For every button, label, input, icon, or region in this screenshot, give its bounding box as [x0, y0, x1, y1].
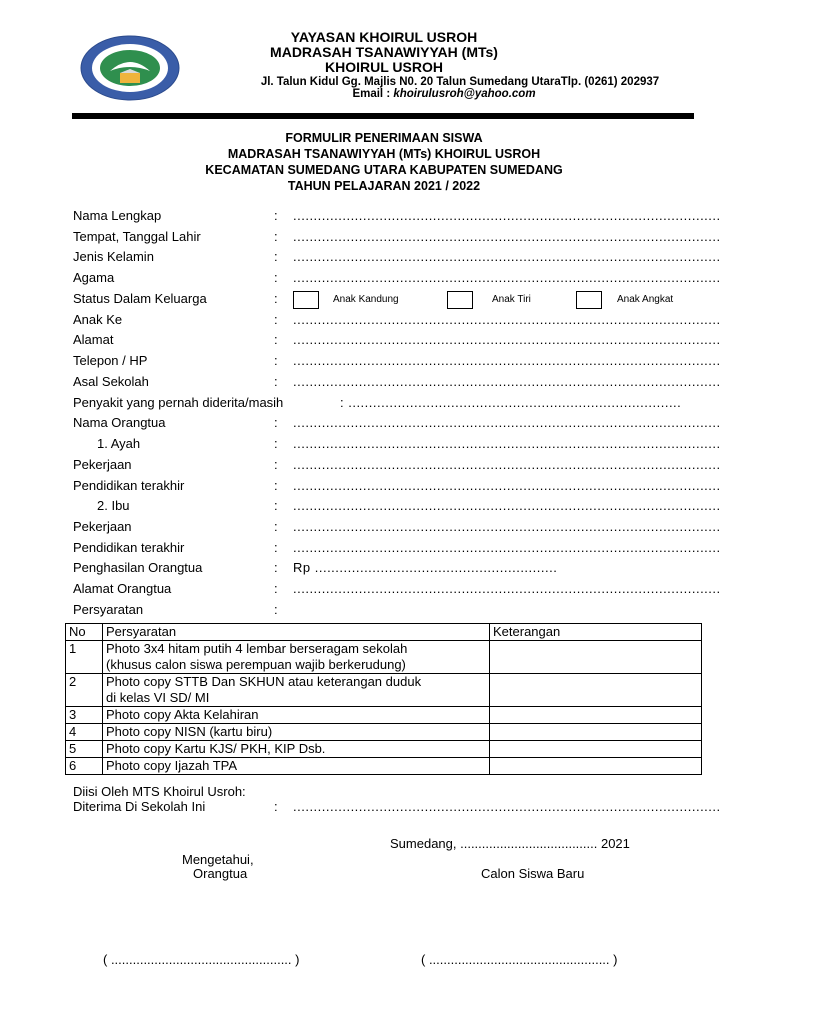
- field-pekerjaan-ayah[interactable]: ........................................................................................................: [293, 457, 721, 472]
- colon: :: [274, 602, 278, 617]
- row-keterangan[interactable]: [490, 641, 702, 674]
- colon: :: [274, 229, 278, 244]
- row-no: 5: [66, 741, 103, 758]
- row-item: Photo copy NISN (kartu biru): [103, 724, 490, 741]
- colon: :: [274, 799, 278, 814]
- label-asal-sekolah: Asal Sekolah: [73, 374, 149, 389]
- field-anak-ke[interactable]: ........................................................................................................: [293, 312, 721, 327]
- table-row: [66, 741, 702, 758]
- row-no: 2: [66, 674, 103, 707]
- row-keterangan[interactable]: [490, 674, 702, 707]
- label-pekerjaan-ayah: Pekerjaan: [73, 457, 132, 472]
- orangtua-label: Orangtua: [193, 866, 248, 881]
- email-address: khoirulusroh@yahoo.com: [393, 88, 536, 100]
- row-keterangan[interactable]: [490, 707, 702, 724]
- row-item: [103, 641, 490, 674]
- diterima-label: Diterima Di Sekolah Ini: [73, 799, 206, 814]
- table-row: [66, 641, 702, 674]
- org-name-line2: MADRASAH TSANAWIYYAH (MTs): [270, 44, 498, 60]
- row-item-line: di kelas VI SD/ MI: [106, 690, 210, 705]
- row-keterangan[interactable]: [490, 758, 702, 775]
- option-anak-angkat: Anak Angkat: [617, 294, 674, 305]
- row-keterangan[interactable]: [490, 741, 702, 758]
- colon: :: [274, 540, 278, 555]
- form-title-line2: MADRASAH TSANAWIYYAH (MTs) KHOIRUL USROH: [227, 147, 541, 161]
- row-item-line: Photo copy STTB Dan SKHUN atau keterangan duduk: [106, 674, 422, 689]
- field-nama-lengkap[interactable]: ........................................................................................................: [293, 208, 721, 223]
- field-agama[interactable]: ........................................................................................................: [293, 270, 721, 285]
- field-penghasilan[interactable]: Rp ...........................................................: [293, 560, 558, 575]
- colon: :: [274, 374, 278, 389]
- label-pendidikan-ayah: Pendidikan terakhir: [73, 478, 185, 493]
- row-item-line: (khusus calon siswa perempuan wajib berkerudung): [106, 657, 406, 672]
- label-pekerjaan-ibu: Pekerjaan: [73, 519, 132, 534]
- label-ttl: Tempat, Tanggal Lahir: [73, 229, 201, 244]
- colon: :: [274, 291, 278, 306]
- field-ttl[interactable]: ........................................................................................................: [293, 229, 721, 244]
- label-jenis-kelamin: Jenis Kelamin: [73, 249, 154, 264]
- label-ayah: 1. Ayah: [97, 436, 141, 451]
- mengetahui-label: Mengetahui,: [182, 852, 254, 867]
- label-penyakit: Penyakit yang pernah diderita/masih: [73, 395, 284, 410]
- calon-siswa-label: Calon Siswa Baru: [481, 866, 585, 881]
- org-name-line1: YAYASAN KHOIRUL USROH: [290, 29, 478, 45]
- table-row: [66, 707, 702, 724]
- field-jenis-kelamin[interactable]: ........................................................................................................: [293, 249, 721, 264]
- table-row: [66, 724, 702, 741]
- header-rule: [72, 113, 694, 119]
- colon: :: [274, 208, 278, 223]
- label-anak-ke: Anak Ke: [73, 312, 123, 327]
- colon: :: [274, 478, 278, 493]
- field-pekerjaan-ibu[interactable]: ........................................................................................................: [293, 519, 721, 534]
- colon: :: [274, 560, 278, 575]
- colon: :: [274, 581, 278, 596]
- field-pendidikan-ibu[interactable]: ........................................................................................................: [293, 540, 721, 555]
- option-anak-tiri: Anak Tiri: [492, 294, 531, 305]
- row-keterangan[interactable]: [490, 724, 702, 741]
- header-persyaratan: Persyaratan: [103, 624, 490, 641]
- requirements-table: [65, 623, 702, 775]
- row-item: Photo copy Akta Kelahiran: [103, 707, 490, 724]
- colon: :: [274, 249, 278, 264]
- row-no: 1: [66, 641, 103, 674]
- label-status: Status Dalam Keluarga: [73, 291, 207, 306]
- header-no: No: [66, 624, 103, 641]
- colon: :: [274, 270, 278, 285]
- colon: :: [274, 498, 278, 513]
- checkbox-anak-tiri[interactable]: [447, 291, 473, 309]
- field-ibu[interactable]: ........................................................................................................: [293, 498, 721, 513]
- org-name-line3: KHOIRUL USROH: [325, 59, 443, 75]
- colon: :: [274, 519, 278, 534]
- org-address: Jl. Talun Kidul Gg. Majlis N0. 20 Talun Sumedang UtaraTlp. (0261) 202937: [260, 76, 660, 88]
- form-title-line1: FORMULIR PENERIMAAN SISWA: [285, 131, 483, 145]
- label-alamat: Alamat: [73, 332, 114, 347]
- label-nama-lengkap: Nama Lengkap: [73, 208, 162, 223]
- field-asal-sekolah[interactable]: ........................................................................................................: [293, 374, 721, 389]
- row-item: Photo copy Ijazah TPA: [103, 758, 490, 775]
- header-keterangan: Keterangan: [490, 624, 702, 641]
- signature-orangtua[interactable]: ( .................................................. ): [103, 952, 300, 967]
- field-telepon[interactable]: ........................................................................................................: [293, 353, 721, 368]
- label-ibu: 2. Ibu: [97, 498, 130, 513]
- label-penghasilan: Penghasilan Orangtua: [73, 560, 203, 575]
- label-telepon: Telepon / HP: [73, 353, 148, 368]
- field-ayah[interactable]: ........................................................................................................: [293, 436, 721, 451]
- row-item: [103, 674, 490, 707]
- row-no: 3: [66, 707, 103, 724]
- option-anak-kandung: Anak Kandung: [333, 294, 399, 305]
- label-alamat-orangtua: Alamat Orangtua: [73, 581, 172, 596]
- colon: :: [274, 353, 278, 368]
- email-label: Email :: [352, 88, 394, 100]
- label-pendidikan-ibu: Pendidikan terakhir: [73, 540, 185, 555]
- org-email-line: [60, 88, 828, 100]
- field-penyakit[interactable]: : .................................................................................: [340, 395, 682, 410]
- form-title-line3: KECAMATAN SUMEDANG UTARA KABUPATEN SUMEDANG: [205, 163, 563, 177]
- field-diterima[interactable]: ........................................................................................................: [293, 799, 721, 814]
- label-agama: Agama: [73, 270, 115, 285]
- field-alamat-orangtua[interactable]: ........................................................................................................: [293, 581, 721, 596]
- label-nama-orangtua: Nama Orangtua: [73, 415, 166, 430]
- colon: :: [274, 457, 278, 472]
- form-title-line4: TAHUN PELAJARAN 2021 / 2022: [287, 179, 481, 193]
- label-persyaratan: Persyaratan: [73, 602, 144, 617]
- row-no: 6: [66, 758, 103, 775]
- row-item: Photo copy Kartu KJS/ PKH, KIP Dsb.: [103, 741, 490, 758]
- colon: :: [274, 332, 278, 347]
- field-pendidikan-ayah[interactable]: ........................................................................................................: [293, 478, 721, 493]
- diisi-label: Diisi Oleh MTS Khoirul Usroh:: [73, 784, 246, 799]
- table-row: [66, 674, 702, 707]
- checkbox-anak-kandung[interactable]: [293, 291, 319, 309]
- colon: :: [274, 312, 278, 327]
- colon: :: [274, 415, 278, 430]
- table-row: [66, 758, 702, 775]
- table-header-row: [66, 624, 702, 641]
- signature-calon-siswa[interactable]: ( .................................................. ): [421, 952, 618, 967]
- field-nama-orangtua[interactable]: ........................................................................................................: [293, 415, 721, 430]
- place-date: Sumedang, ...................................... 2021: [390, 836, 630, 851]
- colon: :: [274, 436, 278, 451]
- checkbox-anak-angkat[interactable]: [576, 291, 602, 309]
- field-alamat[interactable]: ........................................................................................................: [293, 332, 721, 347]
- row-no: 4: [66, 724, 103, 741]
- row-item-line: Photo 3x4 hitam putih 4 lembar berseragam sekolah: [106, 641, 408, 656]
